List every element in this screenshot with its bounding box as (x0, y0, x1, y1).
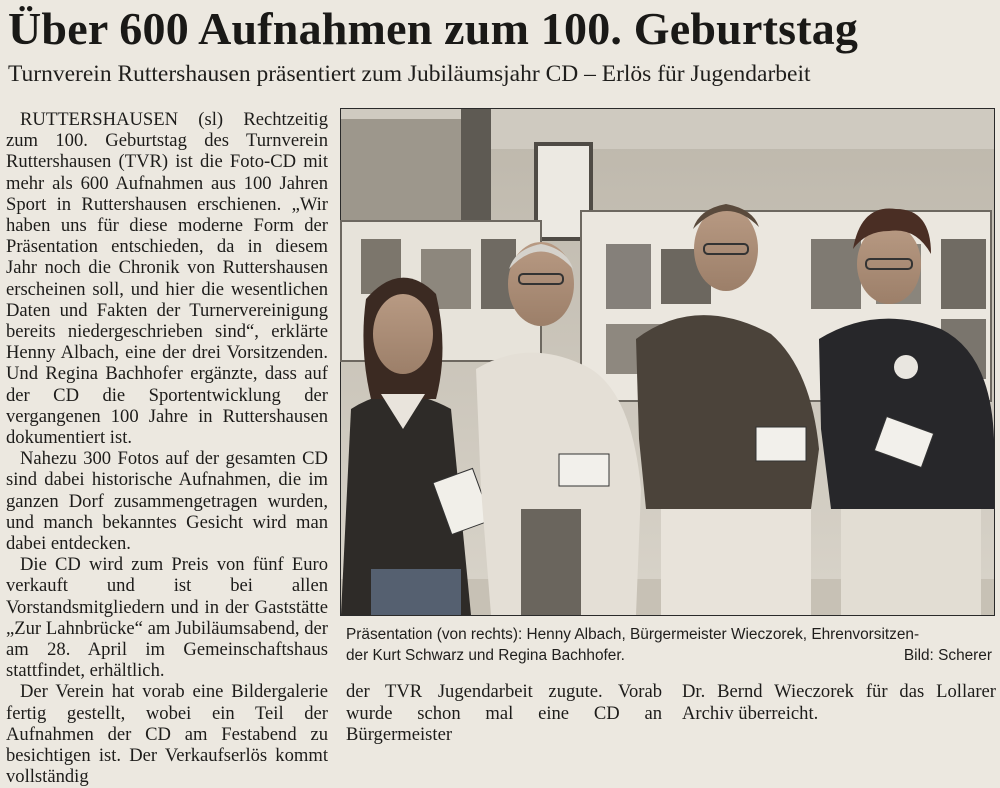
paragraph-2: Nahezu 300 Fotos auf der gesamten CD sind dabei historische Aufnahmen, die im ganzen Dorf zusammengetragen wurden, und manch bekanntes Gesicht wird man dabei entdecken. (6, 448, 328, 555)
subheadline: Turnverein Ruttershausen präsentiert zum Jubiläumsjahr CD – Erlös für Jugendarbeit (8, 61, 811, 87)
middle-paragraph: der TVR Jugendarbeit zugute. Vorab wurde schon mal eine CD an Bürgermeister (346, 681, 662, 745)
right-paragraph: Dr. Bernd Wieczorek für das Lollarer Archiv überreicht. (682, 681, 996, 724)
article-middle-column (346, 681, 662, 745)
photo-credit: Bild: Scherer (903, 647, 992, 664)
caption-line-2-text: der Kurt Schwarz und Regina Bachhofer. (346, 647, 625, 664)
headline: Über 600 Aufnahmen zum 100. Geburtstag (8, 3, 859, 54)
article-right-column (682, 681, 996, 726)
article-left-column (6, 109, 328, 788)
caption-line-1: Präsentation (von rechts): Henny Albach, Bürgermeister Wieczorek, Ehrenvorsitzen- (346, 626, 920, 643)
paragraph-1: RUTTERSHAUSEN (sl) Rechtzeitig zum 100. Geburtstag des Turnverein Ruttershausen (TVR) ist die Foto-CD mit mehr als 600 Aufnahmen aus 100 Jahren Sport in Ruttershausen erschienen. „Wir haben uns für diese moderne Form der Präsentation entschieden, da in diesem Jahr noch die Chronik von Ruttershausen erscheinen soll, und hier die wesentlichen Daten und Fakten der Turnervereinigung bereits niedergeschrieben sind“, erklärte Henny Albach, eine der drei Vorsitzenden. Und Regina Bachhofer ergänzte, dass auf der CD die Sportentwicklung der vergangenen 100 Jahre in Ruttershausen dokumentiert ist. (6, 109, 328, 449)
paragraph-4: Der Verein hat vorab eine Bildergalerie fertig gestellt, wobei ein Teil der Aufnahmen der CD am Festabend zu besichtigen ist. Der Verkaufserlös kommt vollständig (6, 681, 328, 788)
paragraph-3: Die CD wird zum Preis von fünf Euro verkauft und ist bei allen Vorstandsmitgliedern und in der Gaststätte „Zur Lahnbrücke“ am Jubiläumsabend, der am 28. April im Gemeinschaftshaus stattfindet, erhältlich. (6, 554, 328, 682)
photo-caption (346, 624, 996, 666)
article-photo (340, 108, 995, 616)
caption-line-2 (346, 645, 996, 666)
